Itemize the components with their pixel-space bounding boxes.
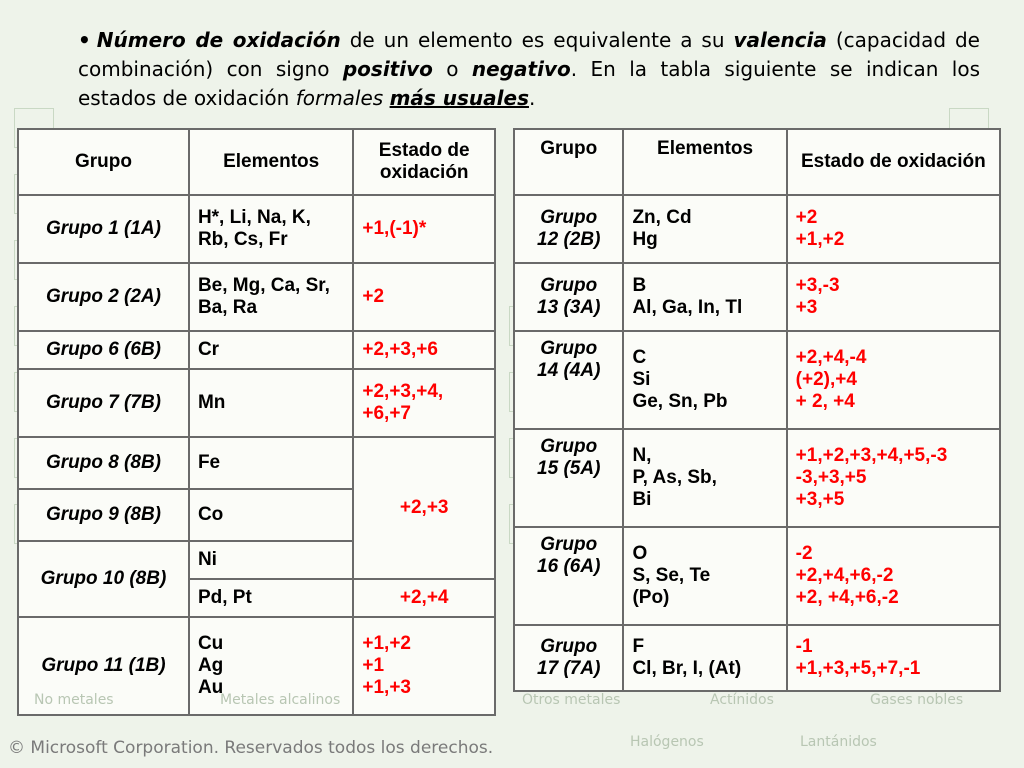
term-valencia: valencia xyxy=(733,28,827,52)
oxidation-line: + 2, +4 xyxy=(795,391,855,412)
group-cell: Grupo 7 (7B) xyxy=(18,369,189,437)
group-cell: Grupo 8 (8B) xyxy=(18,437,189,489)
legend-item: Actínidos xyxy=(710,692,774,708)
elements-cell: Pd, Pt xyxy=(189,579,353,617)
header-estado: Estado de oxidación xyxy=(353,129,495,195)
table-row xyxy=(514,195,1000,263)
element-line: Ge, Sn, Pb xyxy=(632,391,728,412)
legend-item: Lantánidos xyxy=(800,734,877,750)
legend-item: Gases nobles xyxy=(870,692,964,708)
oxidation-line: +2,+4,-4 xyxy=(795,347,867,368)
oxidation-line: +3,+5 xyxy=(795,489,845,510)
header-elementos: Elementos xyxy=(623,129,786,195)
oxidation-line: -1 xyxy=(795,636,813,657)
legend-item: Halógenos xyxy=(630,734,704,750)
element-line: Cu xyxy=(197,633,224,654)
term-mas-usuales: más usuales xyxy=(389,86,529,110)
table-row xyxy=(18,437,495,489)
group-line: 15 (5A) xyxy=(537,458,601,479)
table-row xyxy=(514,429,1000,527)
element-line: B xyxy=(632,275,647,296)
bullet: • xyxy=(78,28,91,52)
header-row xyxy=(514,129,1000,195)
oxidation-cell xyxy=(787,625,1000,691)
intro-text-4: . En la tabla siguiente se indican los estados de oxidación xyxy=(78,57,980,110)
oxidation-line: +2,+4,+6,-2 xyxy=(795,565,894,586)
oxidation-line: +1,+3 xyxy=(362,677,411,698)
element-line: Al, Ga, In, Tl xyxy=(632,297,743,318)
table-row xyxy=(18,331,495,369)
element-line: C xyxy=(632,347,647,368)
elements-cell xyxy=(623,331,786,429)
group-cell: Grupo 10 (8B) xyxy=(18,541,189,617)
elements-cell xyxy=(623,527,786,625)
element-line: Si xyxy=(632,369,651,390)
header-grupo: Grupo xyxy=(18,129,189,195)
table-row xyxy=(514,263,1000,331)
elements-cell: Cr xyxy=(189,331,353,369)
oxidation-line: +1,+2 xyxy=(362,633,411,654)
intro-text-2: (capacidad de combinación) con signo xyxy=(78,28,980,81)
oxidation-line: +2 xyxy=(795,207,818,228)
group-line: 14 (4A) xyxy=(537,360,601,381)
copyright-notice: © Microsoft Corporation. Reservados todos los derechos. xyxy=(8,738,494,758)
oxidation-cell xyxy=(787,429,1000,527)
elements-cell xyxy=(623,625,786,691)
group-line: Grupo xyxy=(540,275,598,296)
element-line: P, As, Sb, xyxy=(632,467,717,488)
oxidation-line: +1,+3,+5,+7,-1 xyxy=(795,658,921,679)
table-row xyxy=(18,195,495,263)
table-row xyxy=(514,331,1000,429)
elements-cell: Be, Mg, Ca, Sr, Ba, Ra xyxy=(189,263,353,331)
group-cell xyxy=(514,625,623,691)
group-cell: Grupo 1 (1A) xyxy=(18,195,189,263)
oxidation-cell: +2,+3,+6 xyxy=(353,331,495,369)
header-estado: Estado de oxidación xyxy=(787,129,1000,195)
elements-cell xyxy=(623,195,786,263)
group-cell: Grupo 11 (1B) xyxy=(18,617,189,715)
oxidation-cell xyxy=(353,617,495,715)
element-line: Hg xyxy=(632,229,658,250)
oxidation-table-right xyxy=(513,128,1001,692)
oxidation-cell xyxy=(787,527,1000,625)
element-line: Bi xyxy=(632,489,652,510)
oxidation-line: +1,+2 xyxy=(795,229,845,250)
element-line: O xyxy=(632,543,648,564)
oxidation-cell xyxy=(787,331,1000,429)
term-negativo: negativo xyxy=(471,57,571,81)
oxidation-cell: +2 xyxy=(353,263,495,331)
oxidation-cell xyxy=(787,263,1000,331)
element-line: Au xyxy=(197,677,224,698)
group-line: 12 (2B) xyxy=(537,229,601,250)
header-row xyxy=(18,129,495,195)
oxidation-line: +3,-3 xyxy=(795,275,840,296)
table-row xyxy=(18,369,495,437)
elements-cell xyxy=(623,263,786,331)
element-line: Ag xyxy=(197,655,224,676)
table-row xyxy=(18,263,495,331)
group-cell: Grupo 9 (8B) xyxy=(18,489,189,541)
intro-text-3: o xyxy=(432,57,472,81)
group-cell xyxy=(514,429,623,527)
element-line: Cl, Br, I, (At) xyxy=(632,658,742,679)
intro-paragraph xyxy=(78,26,980,113)
term-numero-oxidacion: Número de oxidación xyxy=(96,28,341,52)
group-line: 16 (6A) xyxy=(537,556,601,577)
table-row xyxy=(514,527,1000,625)
oxidation-cell xyxy=(787,195,1000,263)
oxidation-cell: +2,+4 xyxy=(353,579,495,617)
elements-cell: Co xyxy=(189,489,353,541)
oxidation-line: -3,+3,+5 xyxy=(795,467,867,488)
group-cell xyxy=(514,263,623,331)
term-positivo: positivo xyxy=(342,57,433,81)
group-line: Grupo xyxy=(540,534,598,555)
oxidation-line: +2, +4,+6,-2 xyxy=(795,587,899,608)
oxidation-line: -2 xyxy=(795,543,813,564)
elements-cell: Ni xyxy=(189,541,353,579)
group-cell xyxy=(514,331,623,429)
term-formales: formales xyxy=(295,86,384,110)
intro-text-5: . xyxy=(528,86,536,110)
group-cell: Grupo 6 (6B) xyxy=(18,331,189,369)
oxidation-line: (+2),+4 xyxy=(795,369,857,390)
group-line: Grupo xyxy=(540,436,598,457)
elements-cell: Fe xyxy=(189,437,353,489)
oxidation-cell: +2,+3,+4, +6,+7 xyxy=(353,369,495,437)
header-elementos: Elementos xyxy=(189,129,353,195)
oxidation-table-left xyxy=(17,128,496,716)
header-grupo: Grupo xyxy=(514,129,623,195)
elements-cell: H*, Li, Na, K, Rb, Cs, Fr xyxy=(189,195,353,263)
group-cell xyxy=(514,527,623,625)
element-line: S, Se, Te xyxy=(632,565,711,586)
legend-item: No metales xyxy=(34,692,114,708)
element-line: F xyxy=(632,636,645,657)
group-line: Grupo xyxy=(540,636,598,657)
table-row xyxy=(514,625,1000,691)
intro-text-1: de un elemento es equivalente a su xyxy=(340,28,734,52)
oxidation-line: +3 xyxy=(795,297,818,318)
legend-item: Metales alcalinos xyxy=(220,692,341,708)
legend-item: Otros metales xyxy=(522,692,621,708)
element-line: (Po) xyxy=(632,587,670,608)
group-line: Grupo xyxy=(540,338,598,359)
group-cell xyxy=(514,195,623,263)
oxidation-line: +1,+2,+3,+4,+5,-3 xyxy=(795,445,948,466)
element-line: N, xyxy=(632,445,652,466)
group-line: 13 (3A) xyxy=(537,297,601,318)
element-line: Zn, Cd xyxy=(632,207,692,228)
oxidation-cell: +2,+3 xyxy=(353,437,495,579)
elements-cell: Mn xyxy=(189,369,353,437)
group-line: Grupo xyxy=(540,207,598,228)
group-cell: Grupo 2 (2A) xyxy=(18,263,189,331)
oxidation-line: +1 xyxy=(362,655,385,676)
group-line: 17 (7A) xyxy=(537,658,601,679)
elements-cell xyxy=(623,429,786,527)
oxidation-cell: +1,(-1)* xyxy=(353,195,495,263)
